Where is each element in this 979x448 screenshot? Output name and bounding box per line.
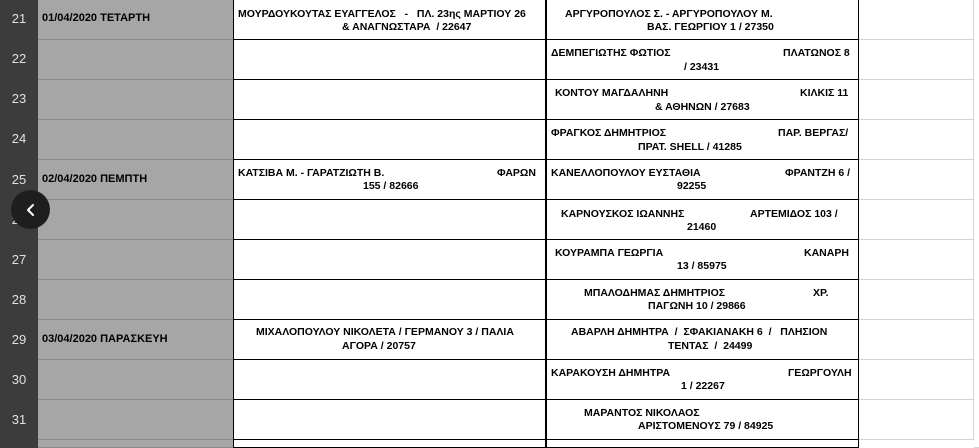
cell-pharmacy[interactable] [546,360,859,400]
cell-text: ΚΙΛΚΙΣ 11 [800,87,849,99]
cell-pharmacy[interactable] [546,120,859,160]
cell-text: ΚΑΡΑΚΟΥΣΗ ΔΗΜΗΤΡΑ [551,367,671,379]
cell-text: ΜΙΧΑΛΟΠΟΥΛΟΥ ΝΙΚΟΛΕΤΑ / ΓΕΡΜΑΝΟΥ 3 / ΠΑΛΙΑ [256,326,514,338]
cell-assignment[interactable] [233,320,546,360]
row-number[interactable]: 28 [11,292,27,307]
date-cell[interactable] [38,80,233,120]
cell-text: ΦΑΡΩΝ [497,167,536,179]
cell-pharmacy[interactable] [546,440,859,448]
cell-assignment[interactable] [233,80,546,120]
cell-assignment[interactable] [233,120,546,160]
cell-text: ΔΕΜΠΕΓΙΩΤΗΣ ΦΩΤΙΟΣ [551,47,671,59]
row-number[interactable]: 24 [11,131,27,146]
back-button[interactable] [11,190,50,229]
cell-text: ΜΠΑΛΟΔΗΜΑΣ ΔΗΜΗΤΡΙΟΣ [584,287,726,299]
cell-text: ΑΡΤΕΜΙΔΟΣ 103 / [750,208,838,220]
row-number[interactable]: 30 [11,372,27,387]
date-text: 02/04/2020 ΠΕΜΠΤΗ [42,173,148,185]
cell-text: 13 / 85975 [677,260,727,272]
cell-text: ΜΑΡΑΝΤΟΣ ΝΙΚΟΛΑΟΣ [584,407,700,419]
cell-text: ΑΒΑΡΛΗ ΔΗΜΗΤΡΑ / ΣΦΑΚΙΑΝΑΚΗ 6 / ΠΛΗΣΙΟΝ [571,326,828,338]
cell-text: ΠΑΡ. ΒΕΡΓΑΣ/ [778,127,849,139]
cell-pharmacy[interactable] [546,320,859,360]
cell-text: ΜΟΥΡΔΟΥΚΟΥΤΑΣ ΕΥΑΓΓΕΛΟΣ - ΠΛ. 23ης ΜΑΡΤΙΟΥ 26 [238,8,526,20]
cell-text: & ΑΘΗΝΩΝ / 27683 [655,101,750,113]
date-cell[interactable] [38,200,233,240]
cell-assignment[interactable] [233,400,546,440]
cell-text: ΑΡΓΥΡΟΠΟΥΛΟΣ Σ. - ΑΡΓΥΡΟΠΟΥΛΟΥ Μ. [565,8,773,20]
row-number[interactable]: 21 [11,11,27,26]
cell-text: ΦΡΑΝΤΖΗ 6 / [785,167,851,179]
date-text: 01/04/2020 ΤΕΤΑΡΤΗ [42,12,151,24]
cell-text: 1 / 22267 [681,380,725,392]
empty-cell[interactable] [859,40,974,80]
cell-text: ΠΛΑΤΩΝΟΣ 8 [783,47,850,59]
cell-text: ΦΡΑΓΚΟΣ ΔΗΜΗΤΡΙΟΣ [551,127,667,139]
date-cell[interactable] [38,400,233,440]
row-number[interactable]: 22 [11,51,27,66]
cell-assignment[interactable] [233,280,546,320]
cell-text: ΚΑΡΝΟΥΣΚΟΣ ΙΩΑΝΝΗΣ [561,208,685,220]
row-number[interactable]: 29 [11,332,27,347]
date-cell[interactable] [38,0,233,40]
empty-cell[interactable] [859,200,974,240]
cell-pharmacy[interactable] [546,0,859,40]
row-number[interactable]: 23 [11,91,27,106]
cell-text: 155 / 82666 [363,180,419,192]
date-text: 03/04/2020 ΠΑΡΑΣΚΕΥΗ [42,333,168,345]
cell-text: ΚΑΝΑΡΗ [804,247,849,259]
cell-text: ΠΑΓΩΝΗ 10 / 29866 [648,300,746,312]
empty-cell[interactable] [859,160,974,200]
cell-pharmacy[interactable] [546,280,859,320]
cell-text: ΑΓΟΡΑ / 20757 [342,340,416,352]
cell-text: ΚΟΝΤΟΥ ΜΑΓΔΑΛΗΝΗ [555,87,669,99]
cell-text: ΚΑΝΕΛΛΟΠΟΥΛΟΥ ΕΥΣΤΑΘΙΑ [551,167,701,179]
row-number[interactable]: 25 [11,172,27,187]
cell-text: ΠΡΑΤ. SHELL / 41285 [638,141,742,153]
date-cell[interactable] [38,240,233,280]
cell-text: & ΑΝΑΓΝΩΣΤΑΡΑ / 22647 [342,21,472,33]
cell-pharmacy[interactable] [546,240,859,280]
empty-cell[interactable] [859,400,974,440]
cell-text: ΚΟΥΡΑΜΠΑ ΓΕΩΡΓΙΑ [555,247,664,259]
empty-cell[interactable] [859,320,974,360]
cell-assignment[interactable] [233,440,546,448]
date-cell[interactable] [38,120,233,160]
cell-text: ΒΑΣ. ΓΕΩΡΓΙΟΥ 1 / 27350 [647,21,774,33]
date-cell[interactable] [38,160,233,200]
cell-pharmacy[interactable] [546,160,859,200]
empty-cell[interactable] [859,240,974,280]
cell-text: 21460 [687,221,717,233]
empty-cell[interactable] [974,0,979,448]
cell-text: ΤΕΝΤΑΣ / 24499 [668,340,753,352]
cell-assignment[interactable] [233,0,546,40]
cell-text: / 23431 [684,61,720,73]
cell-assignment[interactable] [233,360,546,400]
chevron-left-icon [24,203,38,217]
row-number[interactable]: 31 [11,412,27,427]
cell-pharmacy[interactable] [546,200,859,240]
empty-cell[interactable] [859,360,974,400]
cell-assignment[interactable] [233,240,546,280]
cell-pharmacy[interactable] [546,400,859,440]
empty-cell[interactable] [859,80,974,120]
date-cell[interactable] [38,360,233,400]
date-cell[interactable] [38,40,233,80]
date-cell[interactable] [38,320,233,360]
empty-cell[interactable] [859,120,974,160]
cell-pharmacy[interactable] [546,40,859,80]
cell-text: ΧΡ. [813,287,829,299]
cell-text: ΚΑΤΣΙΒΑ Μ. - ΓΑΡΑΤΖΙΩΤΗ Β. [238,167,385,179]
cell-text: ΓΕΩΡΓΟΥΛΗ [788,367,852,379]
cell-text: ΑΡΙΣΤΟΜΕΝΟΥΣ 79 / 84925 [638,420,774,432]
cell-text: 92255 [677,180,707,192]
cell-assignment[interactable] [233,40,546,80]
cell-assignment[interactable] [233,200,546,240]
row-number[interactable]: 27 [11,252,27,267]
date-cell[interactable] [38,440,233,448]
cell-assignment[interactable] [233,160,546,200]
empty-cell[interactable] [859,0,974,40]
cell-pharmacy[interactable] [546,80,859,120]
date-cell[interactable] [38,280,233,320]
empty-cell[interactable] [859,280,974,320]
